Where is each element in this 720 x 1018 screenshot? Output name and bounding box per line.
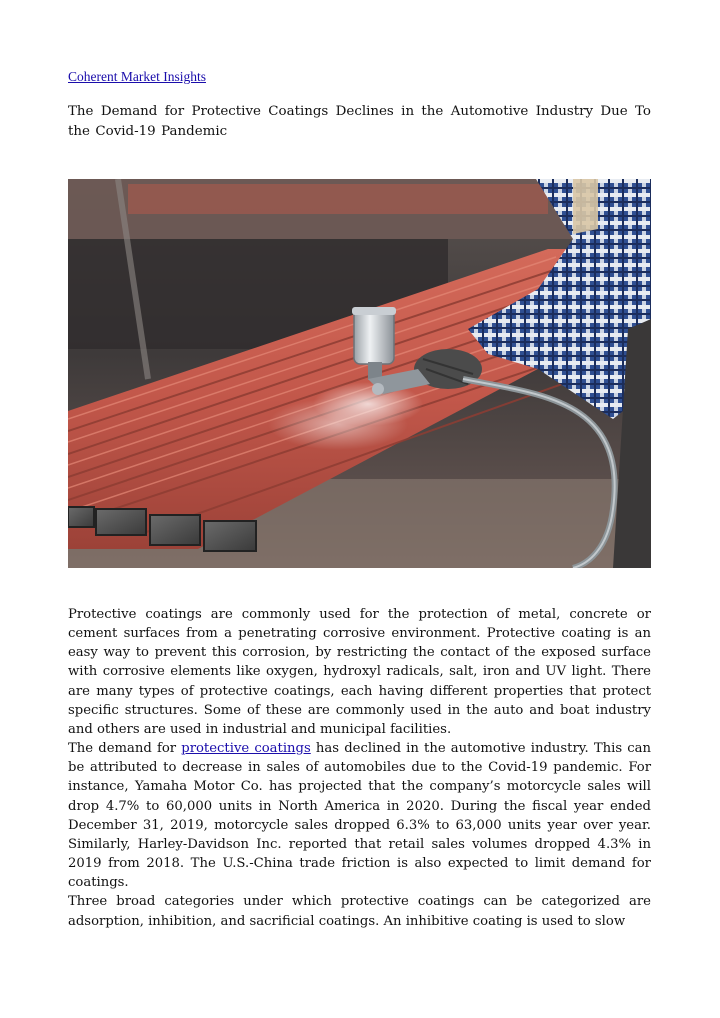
paragraph-intro: Protective coatings are commonly used for the protection of metal, concrete or cement surfaces from a penetrating corrosive environment. Protective coating is an easy way to prevent this corrosion, by restricting the contact of the exposed surface with corrosive elements like oxygen, hydroxyl radicals, salt, iron and UV light. There are many types of protective coatings, each having different properties that protect specific structures. Some of these are commonly used in the auto and boat industry and others are used in industrial and municipal facilities. — [68, 607, 651, 737]
hero-image — [68, 179, 651, 568]
paragraph-demand-rest: has declined in the automotive industry. This can be attributed to decrease in sales of automobiles due to the Covid-19 pandemic. For instance, Yamaha Motor Co. has projected that the company’s motorcycle sales will drop 4.7% to 60,000 units in North America in 2020. During the fiscal year ended December 31, 2019, motorcycle sales dropped 6.3% to 63,000 units year over year. Similarly, Harley-Davidson Inc. reported that retail sales volumes dropped 4.3% in 2019 from 2018. The U.S.-China trade friction is also expected to limit demand for coatings. — [68, 741, 652, 891]
paragraph-demand — [68, 739, 651, 892]
article-title: The Demand for Protective Coatings Declines in the Automotive Industry Due To the Covid-19 Pandemic — [68, 104, 651, 139]
spray-painting-illustration — [68, 179, 651, 568]
paragraph-categories: Three broad categories under which protective coatings can be categorized are adsorption, inhibition, and sacrificial coatings. An inhibitive coating is used to slow — [68, 894, 651, 929]
protective-coatings-link[interactable]: protective coatings — [181, 741, 311, 757]
source-link[interactable]: Coherent Market Insights — [68, 69, 206, 84]
paragraph-demand-lead: The demand for — [68, 741, 182, 757]
article-body — [68, 605, 651, 931]
